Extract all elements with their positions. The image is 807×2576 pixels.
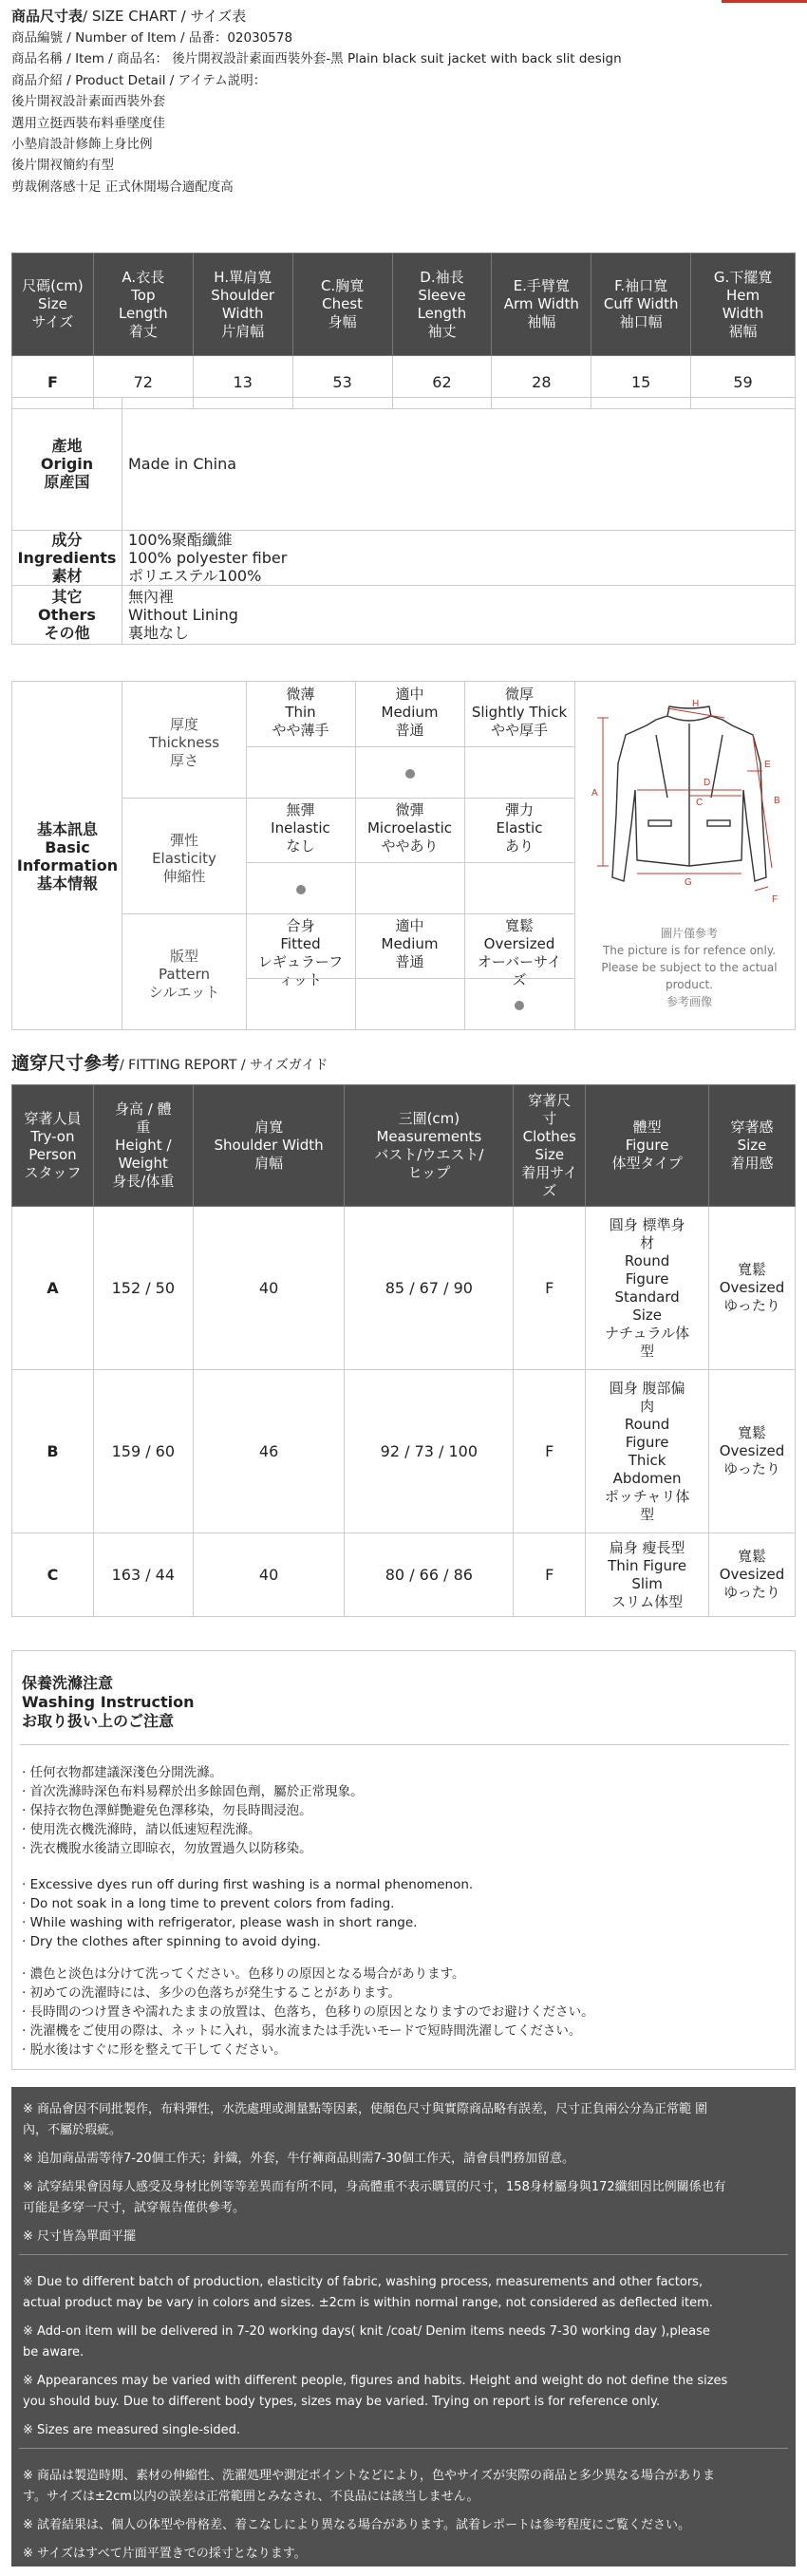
basic-option-line: やや薄手 (272, 722, 329, 739)
fitting-row (12, 1370, 796, 1533)
attribute-value-line: 無內裡 (128, 588, 175, 606)
fitting-col-header-line: スタッフ (24, 1163, 82, 1181)
fitting-feel (709, 1370, 796, 1533)
product-info-line: 剪裁俐落感十足 正式休閒場合適配度高 (11, 179, 234, 195)
fitting-col-header (12, 1085, 94, 1207)
size-col-header-line: 袖口幅 (619, 313, 663, 330)
basic-option-line: ィット (278, 971, 322, 988)
size-col-header-line: Hem (725, 286, 760, 304)
note-line: ※ サイズはすべて片面平置きでの採寸となります。 (23, 2547, 307, 2561)
fitting-col-header-line: 穿著感 (730, 1119, 774, 1136)
basic-option-line: 普通 (395, 722, 424, 739)
attribute-label-line: 成分 (51, 531, 83, 549)
size-col-header-line: Length (118, 304, 168, 322)
fitting-measurements: 85 / 67 / 90 (345, 1207, 514, 1370)
fitting-figure-line: Size (632, 1306, 662, 1324)
basic-option-line: 適中 (395, 917, 424, 934)
basic-option-line: Medium (381, 704, 439, 721)
fitting-report-title: 適穿尺寸參考/ FITTING REPORT / サイズガイド (11, 1053, 328, 1074)
product-info-line: 後片開衩簡約有型 (11, 158, 114, 174)
diagram-label-d: D (704, 778, 711, 788)
fitting-height-weight: 163 / 44 (93, 1533, 193, 1617)
fitting-figure-line: スリム体型 (611, 1592, 684, 1610)
diagram-label-a: A (591, 788, 598, 799)
basic-attribute-name-line: 版型 (169, 948, 198, 965)
size-cell: 13 (193, 356, 292, 409)
fitting-report-table (11, 1084, 796, 1617)
product-info-line: 商品名稱 / Item / 商品名： 後片開衩設計素面西裝外套-黑 Plain black suit jacket with back slit design (11, 51, 622, 67)
fitting-figure-line: Round (624, 1251, 670, 1269)
diagram-caption-line: 参考画像 (666, 995, 712, 1008)
attribute-label (12, 531, 122, 586)
basic-option-line: レギュラーフ (257, 953, 344, 970)
basic-option-line: Fitted (280, 935, 321, 952)
attribute-label-line: Others (38, 606, 96, 624)
fitting-col-header-line: バスト/ウエスト/ (374, 1145, 484, 1163)
fitting-col-header-line: 體型 (632, 1119, 662, 1136)
size-col-header-line: Length (417, 304, 467, 322)
attribute-value-line: 100%聚酯纖維 (128, 531, 233, 549)
fitting-figure-line: 材 (640, 1233, 655, 1251)
basic-option-line: Microelastic (366, 819, 453, 837)
washing-line: · Do not soak in a long time to prevent colors from fading. (22, 1896, 395, 1911)
size-chart-title: 商品尺寸表/ SIZE CHART / サイズ表 (11, 8, 247, 25)
fitting-feel (709, 1207, 796, 1370)
diagram-label-f: F (772, 894, 779, 905)
fitting-col-header-line: Measurements (376, 1127, 482, 1145)
fitting-figure (586, 1533, 709, 1617)
basic-attribute-name-line: シルエット (148, 984, 220, 1001)
attribute-label-line: 素材 (51, 567, 83, 585)
fitting-figure-line: ポッチャリ体 (604, 1487, 690, 1505)
fitting-size: F (514, 1370, 586, 1533)
size-col-header-line: Shoulder (211, 286, 275, 304)
fitting-person: B (12, 1370, 94, 1533)
basic-info-label-line: 基本情報 (36, 874, 98, 893)
basic-option-label (464, 801, 574, 856)
size-col-header-line: 片肩幅 (221, 322, 265, 340)
size-col-header (591, 254, 691, 356)
note-line: 可能是多穿一尺寸，試穿報告僅供參考。 (23, 2201, 246, 2215)
basic-option-line: Inelastic (271, 819, 330, 837)
basic-col-divider (464, 913, 465, 1029)
attribute-row (12, 531, 796, 586)
fitting-size: F (514, 1207, 586, 1370)
fitting-figure-line: ナチュラル体 (605, 1324, 690, 1342)
attribute-value-line: 100% polyester fiber (128, 549, 288, 567)
fitting-feel-line: Ovesized (719, 1279, 785, 1296)
basic-option-line: 適中 (395, 686, 424, 703)
attribute-value-line: 裏地なし (128, 624, 190, 642)
basic-option-label (246, 686, 355, 740)
basic-option-line: 微薄 (286, 686, 315, 703)
basic-option-line: Oversized (483, 935, 555, 952)
size-chart-table (11, 253, 796, 409)
basic-option-divider (246, 746, 574, 747)
selected-dot (515, 1001, 524, 1010)
selected-dot (296, 885, 306, 894)
top-accent-bar (722, 0, 807, 3)
basic-information-panel (11, 681, 796, 1030)
note-line: be aware. (23, 2345, 84, 2360)
basic-option-line: やや厚手 (490, 722, 548, 739)
basic-col-divider (246, 682, 247, 798)
basic-option-label (355, 917, 464, 971)
size-col-header (492, 254, 591, 356)
basic-attribute-name-line: 厚度 (169, 716, 198, 733)
note-line: ※ 試着結果は、個人の体型や骨格差、着こなしにより異なる場合があります。試着レポートは参考程度にご覧ください。 (23, 2518, 690, 2532)
basic-option-label (355, 801, 464, 856)
fitting-feel-line: 寬鬆 (738, 1424, 767, 1441)
attribute-value-line: Made in China (128, 455, 237, 473)
note-line: ※ Due to different batch of production, elasticity of fabric, washing process, measurements and other factors, (23, 2275, 704, 2289)
fitting-height-weight: 152 / 50 (93, 1207, 193, 1370)
washing-line: · 使用洗衣機洗滌時，請以低速短程洗滌。 (22, 1822, 261, 1837)
size-cell: 72 (93, 356, 193, 409)
size-col-header-line: D.袖長 (420, 268, 464, 286)
note-line: actual product may be vary in colors and sizes. ±2cm is within normal range, not considered as deflected item. (23, 2296, 713, 2310)
washing-line: · Dry the clothes after spinning to avoid dying. (22, 1934, 321, 1949)
diagram-caption-line: product. (666, 978, 713, 991)
fitting-col-header-line: Height / (115, 1137, 172, 1154)
note-line: ※ Appearances may be varied with different people, figures and habits. Height and weight do not define the sizes (23, 2374, 728, 2388)
fitting-col-header-line: 肩寬 (254, 1119, 284, 1136)
basic-option-line: Medium (381, 935, 439, 952)
attribute-label-line: 原産国 (44, 473, 90, 491)
fitting-col-header-line: 身長/体重 (112, 1173, 175, 1190)
basic-col-divider (246, 798, 247, 913)
fitting-shoulder: 46 (193, 1370, 345, 1533)
note-line: ※ 追加商品需等待7-20個工作天；針織，外套，牛仔褲商品則需7-30個工作天，請會員們務加留意。 (23, 2152, 575, 2166)
fitting-feel-line: ゆったり (723, 1460, 780, 1477)
size-col-header-line: Width (221, 304, 264, 322)
fitting-feel-line: 寬鬆 (738, 1548, 767, 1565)
fitting-col-header (586, 1085, 709, 1207)
basic-attribute-name (122, 832, 246, 886)
fitting-row (12, 1533, 796, 1617)
fitting-height-weight: 159 / 60 (93, 1370, 193, 1533)
fitting-figure-line: Slim (631, 1574, 663, 1592)
basic-option-line: Thin (285, 704, 316, 721)
basic-option-line: 寬鬆 (504, 917, 534, 934)
fitting-figure-line: Standard (614, 1288, 680, 1306)
attribute-label-line: Ingredients (17, 549, 117, 567)
basic-option-divider (246, 862, 574, 863)
size-col-header-line: Arm Width (503, 295, 579, 312)
fitting-col-header-line: 体型タイプ (611, 1155, 683, 1172)
size-col-header-line: Width (722, 304, 764, 322)
fitting-feel (709, 1533, 796, 1617)
fitting-figure-line: 圓身 標準身 (609, 1215, 685, 1233)
size-col-header-line: Top (131, 286, 156, 304)
diagram-caption (582, 925, 797, 1010)
attribute-row (12, 398, 796, 531)
notes-separator (19, 2254, 788, 2255)
fitting-figure-line: 圓身 腹部偏 (609, 1379, 685, 1397)
size-col-header (292, 254, 392, 356)
basic-option-line: なし (286, 837, 315, 855)
notes-panel (11, 2087, 796, 2567)
basic-option-line: 微厚 (504, 686, 534, 703)
attribute-label-line: Origin (40, 455, 94, 473)
washing-line: · 保持衣物色澤鮮艷避免色澤移染，勿長時間浸泡。 (22, 1803, 312, 1818)
fitting-col-header-line: Size (737, 1137, 767, 1154)
note-line: す。サイズは±2cm以内の誤差は正常範囲とみなされ、不良品には該当しません。 (23, 2490, 479, 2504)
size-col-header-line: Cuff Width (603, 295, 679, 312)
size-col-header-line: Size (38, 295, 67, 312)
size-col-header-line: 尺碼(cm) (22, 277, 84, 294)
basic-col-divider (464, 682, 465, 798)
size-col-header (691, 254, 796, 356)
size-col-header-line: 身幅 (328, 313, 357, 330)
jacket-diagram (590, 691, 789, 912)
fitting-feel-line: Ovesized (719, 1442, 785, 1459)
basic-row-divider (122, 913, 574, 914)
basic-info-label-line: 基本訊息 (36, 820, 98, 838)
diagram-label-h: H (692, 699, 700, 709)
size-col-header-line: H.單肩寬 (214, 268, 272, 286)
fitting-col-header (93, 1085, 193, 1207)
fitting-col-header-line: Figure (625, 1137, 669, 1154)
product-info-line: 後片開衩設計素面西裝外套 (11, 94, 165, 110)
basic-row-divider (122, 798, 574, 799)
fitting-col-header-line: 着用感 (730, 1155, 774, 1172)
basic-info-label-line: Basic (45, 838, 90, 856)
note-line: ※ 尺寸皆為單面平擺 (23, 2229, 137, 2244)
washing-line: · 濃色と淡色は分けて洗ってください。色移りの原因となる場合があります。 (22, 1966, 465, 1982)
attribute-label (12, 398, 122, 531)
diagram-caption-line: The picture is for refence only. (602, 944, 777, 957)
fitting-feel-line: 寬鬆 (738, 1261, 767, 1278)
fitting-figure-line: Thin Figure (608, 1556, 687, 1574)
basic-attribute-name-line: 厚さ (169, 752, 198, 769)
size-col-header (193, 254, 292, 356)
washing-line: · 洗濯機をご使用の際は、ネットに入れ，弱水流または手洗いモードで短時間洗濯してください。 (22, 2023, 582, 2039)
attribute-label (12, 586, 122, 645)
size-col-header-line: 着丈 (128, 322, 158, 340)
note-line: ※ 商品は製造時期、素材の伸縮性、洗濯処理や測定ポイントなどにより，色やサイズが実際の商品と多少異なる場合がありま (23, 2469, 715, 2483)
fitting-shoulder: 40 (193, 1207, 345, 1370)
basic-option-line: Elastic (496, 819, 543, 837)
washing-title-line: 保養洗滌注意 (22, 1674, 114, 1692)
attribute-value-line: ポリエステル100% (128, 567, 262, 585)
washing-title-line: Washing Instruction (22, 1693, 195, 1711)
note-line: ※ Add-on item will be delivered in 7-20 working days( knit /coat/ Denim items needs 7-30 working day ),please (23, 2324, 710, 2339)
fitting-figure-line: 型 (640, 1342, 655, 1360)
notes-separator (19, 2448, 788, 2449)
fitting-figure-line: Thick (628, 1451, 666, 1469)
fitting-figure (586, 1207, 709, 1370)
product-info-line: 小墊肩設計修飾上身比例 (11, 137, 153, 153)
fitting-col-header-line: 着用サイ (521, 1163, 578, 1181)
fitting-col-header (345, 1085, 514, 1207)
fitting-col-header-line: 穿著尺 (528, 1091, 572, 1109)
fitting-col-header-line: Shoulder Width (214, 1137, 324, 1154)
basic-attribute-name (122, 716, 246, 770)
basic-col-divider (464, 798, 465, 913)
washing-title-line: お取り扱い上のご注意 (22, 1712, 175, 1730)
basic-option-line: 彈力 (504, 801, 534, 818)
size-col-header-line: 裾幅 (728, 322, 758, 340)
washing-line: · 初めての洗濯時には、多少の色落ちが発生することがあります。 (22, 1985, 402, 2001)
attribute-label-line: その他 (44, 624, 90, 642)
washing-instruction-panel (11, 1650, 796, 2070)
washing-line: · 任何衣物都建議深淺色分開洗滌。 (22, 1765, 223, 1780)
attribute-row (12, 586, 796, 645)
basic-col-divider (355, 913, 356, 1029)
diagram-label-g: G (685, 877, 692, 888)
size-cell: 15 (591, 356, 691, 409)
washing-line: · 洗衣機脫水後請立即晾衣，勿放置過久以防移染。 (22, 1841, 312, 1856)
note-line: ※ 商品會因不同批製作，布料彈性，水洗處理或測量點等因素，使顏色尺寸與實際商品略有誤差，尺寸正負兩公分為正常範 圍 (23, 2102, 708, 2116)
fitting-size: F (514, 1533, 586, 1617)
basic-info-label-line: Information (16, 856, 119, 874)
size-col-header-line: Chest (322, 295, 364, 312)
size-cell: 28 (492, 356, 591, 409)
fitting-row (12, 1207, 796, 1370)
fitting-figure-line: 扁身 瘦長型 (609, 1538, 685, 1556)
size-col-header-line: F.袖口寬 (614, 277, 668, 294)
basic-option-line: 無彈 (286, 801, 315, 818)
fitting-shoulder: 40 (193, 1533, 345, 1617)
basic-option-line: 微彈 (395, 801, 424, 818)
attribute-label-line: 產地 (51, 437, 83, 455)
fitting-col-header-line: ヒップ (407, 1163, 451, 1181)
washing-line: · While washing with refrigerator, please wash in short range. (22, 1915, 418, 1930)
fitting-figure-line: Figure (625, 1433, 669, 1451)
fitting-figure-line: 肉 (640, 1397, 655, 1415)
fitting-figure (586, 1370, 709, 1533)
basic-option-line: あり (504, 837, 534, 855)
basic-attribute-name-line: Pattern (159, 966, 210, 983)
basic-attribute-name-line: 彈性 (169, 832, 198, 849)
size-col-header (392, 254, 492, 356)
fitting-col-header-line: Try-on (30, 1127, 75, 1145)
product-info-line: 選用立挺西裝布料垂墜度佳 (11, 115, 165, 131)
fitting-col-header-line: 重 (136, 1119, 151, 1136)
washing-line: · Excessive dyes run off during first washing is a normal phenomenon. (22, 1877, 474, 1892)
note-line: 內，不屬於瑕疵。 (23, 2123, 122, 2137)
basic-option-line: Slightly Thick (471, 704, 568, 721)
basic-option-divider (246, 978, 574, 979)
fitting-col-header-line: 穿著人員 (24, 1109, 82, 1127)
fitting-col-header-line: Weight (118, 1155, 168, 1172)
fitting-person: A (12, 1207, 94, 1370)
attribute-label-line: 其它 (51, 588, 83, 606)
attribute-table (11, 397, 796, 645)
fitting-figure-line: Round (624, 1415, 670, 1433)
fitting-figure-line: 型 (640, 1505, 655, 1523)
note-line: ※ 試穿結果會因每人感受及身材比例等等差異而有所不同，身高體重不表示購買的尺寸，158身材屬身與172纖細因比例關係也有 (23, 2180, 726, 2194)
fitting-col-header (193, 1085, 345, 1207)
fitting-col-header-line: 肩幅 (254, 1155, 284, 1172)
fitting-col-header (709, 1085, 796, 1207)
fitting-person: C (12, 1533, 94, 1617)
size-col-header (12, 254, 94, 356)
basic-option-label (246, 801, 355, 856)
basic-option-line: オーバーサイ (477, 953, 562, 970)
attribute-value (122, 586, 796, 645)
basic-option-line: ズ (512, 971, 527, 988)
diagram-label-c: C (696, 798, 704, 808)
fitting-feel-line: ゆったり (723, 1584, 780, 1601)
basic-option-line: 合身 (286, 917, 315, 934)
size-col-header-line: A.衣長 (122, 268, 165, 286)
washing-line: · 首次洗滌時深色布料易釋於出多餘固色劑，屬於正常現象。 (22, 1784, 364, 1799)
basic-attribute-name-line: Thickness (148, 734, 220, 751)
diagram-label-e: E (764, 760, 771, 770)
product-header (11, 6, 796, 197)
note-line: you should buy. Due to different body types, sizes may be varied. Trying on report is for reference only. (23, 2395, 661, 2409)
fitting-figure-line: Figure (625, 1269, 669, 1288)
fitting-measurements: 92 / 73 / 100 (345, 1370, 514, 1533)
product-info-line: 商品編號 / Number of Item / 品番：02030578 (11, 30, 293, 46)
attribute-value (122, 398, 796, 531)
fitting-col-header-line: 身高 / 體 (115, 1100, 172, 1118)
product-info-line: 商品介紹 / Product Detail / アイテム説明： (11, 72, 267, 88)
basic-option-line: ややあり (381, 837, 439, 855)
diagram-caption-line: 圖片僅參考 (660, 927, 718, 940)
fitting-figure-line: Abdomen (612, 1469, 682, 1487)
size-col-header-line: Sleeve (418, 286, 466, 304)
diagram-label-b: B (774, 796, 780, 806)
size-cell: 53 (292, 356, 392, 409)
fitting-feel-line: ゆったり (723, 1297, 780, 1314)
basic-col-divider (246, 913, 247, 1029)
size-cell: F (12, 356, 94, 409)
note-line: ※ Sizes are measured single-sided. (23, 2423, 241, 2437)
fitting-col-header (514, 1085, 586, 1207)
basic-col-divider (355, 682, 356, 798)
washing-line: · 長時間のつけ置きや濡れたままの放置は、色落ち，色移りの原因となりますのでお避けください。 (22, 2004, 594, 2020)
size-cell: 62 (392, 356, 492, 409)
basic-attribute-name (122, 948, 246, 1002)
basic-option-line: 普通 (395, 953, 424, 970)
attribute-value (122, 531, 796, 586)
fitting-col-header-line: Person (28, 1145, 77, 1163)
selected-dot (405, 769, 415, 779)
size-cell: 59 (691, 356, 796, 409)
size-col-header-line: C.胸寬 (320, 277, 365, 294)
size-col-header-line: G.下擺寬 (713, 268, 773, 286)
basic-attribute-name-line: Elasticity (152, 850, 216, 867)
size-col-header (93, 254, 193, 356)
fitting-col-header-line: 寸 (542, 1109, 557, 1127)
size-col-header-line: サイズ (31, 313, 74, 330)
size-col-header-line: E.手臂寬 (513, 277, 570, 294)
fitting-col-header-line: 三圍(cm) (398, 1109, 460, 1127)
basic-option-label (355, 686, 464, 740)
fitting-feel-line: Ovesized (719, 1566, 785, 1583)
fitting-col-header-line: ズ (542, 1181, 557, 1199)
size-col-header-line: 袖幅 (527, 313, 556, 330)
fitting-col-header-line: Size (535, 1145, 565, 1163)
washing-line: · 脱水後はすぐに形を整えて干してください。 (22, 2042, 287, 2058)
diagram-caption-line: Please be subject to the actual (601, 961, 778, 974)
basic-col-divider (355, 798, 356, 913)
basic-option-label (464, 686, 574, 740)
fitting-col-header-line: Clothes (522, 1127, 576, 1145)
fitting-measurements: 80 / 66 / 86 (345, 1533, 514, 1617)
basic-attribute-name-line: 伸縮性 (162, 868, 206, 885)
size-col-header-line: 袖丈 (427, 322, 457, 340)
attribute-value-line: Without Lining (128, 606, 238, 624)
